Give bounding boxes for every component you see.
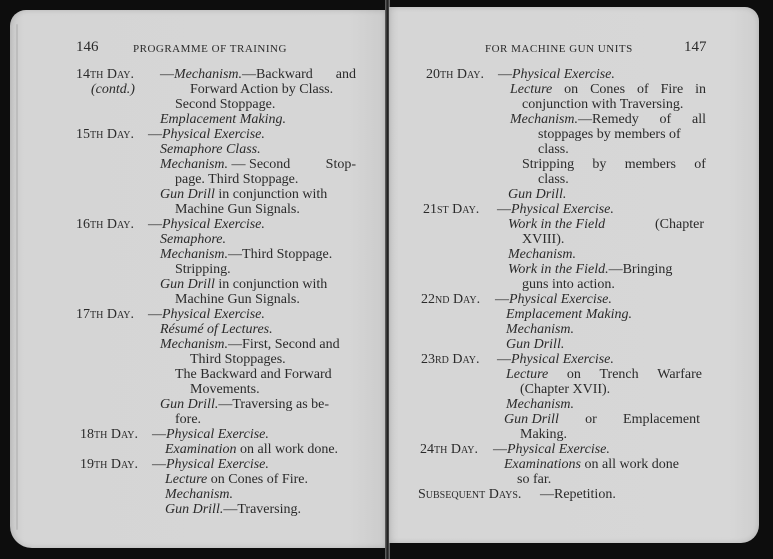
day-label: 21st Day. bbox=[423, 202, 480, 217]
schedule-line: (Chapter XVII). bbox=[520, 382, 611, 397]
schedule-line: Gun Drill or Emplacement bbox=[504, 412, 700, 427]
day-label: 17th Day. bbox=[76, 307, 134, 322]
schedule-line: Gun Drill. bbox=[508, 187, 567, 202]
day-label: 24th Day. bbox=[420, 442, 478, 457]
schedule-line: —Physical Exercise. bbox=[497, 352, 614, 367]
schedule-line: —Physical Exercise. bbox=[148, 127, 265, 142]
schedule-line: —Physical Exercise. bbox=[152, 457, 269, 472]
schedule-line: conjunction with Traversing. bbox=[522, 97, 684, 112]
schedule-line: —Repetition. bbox=[540, 487, 616, 502]
schedule-line: —Physical Exercise. bbox=[152, 427, 269, 442]
schedule-line: guns into action. bbox=[522, 277, 615, 292]
schedule-line: so far. bbox=[517, 472, 552, 487]
schedule-line: Résumé of Lectures. bbox=[160, 322, 273, 337]
schedule-line: Mechanism. bbox=[165, 487, 234, 502]
day-label: 23rd Day. bbox=[421, 352, 480, 367]
schedule-line: Semaphore. bbox=[160, 232, 226, 247]
day-label: Subsequent Days. bbox=[418, 487, 522, 502]
schedule-line: Gun Drill.—Traversing. bbox=[165, 502, 301, 517]
schedule-line: Work in the Field.—Bringing bbox=[508, 262, 673, 277]
schedule-line: Lecture on Cones of Fire. bbox=[165, 472, 308, 487]
schedule-line: Mechanism. bbox=[506, 322, 575, 337]
schedule-line: Mechanism. bbox=[508, 247, 577, 262]
schedule-line: class. bbox=[538, 142, 569, 157]
day-label: 18th Day. bbox=[80, 427, 138, 442]
schedule-line: Third Stoppages. bbox=[190, 352, 286, 367]
schedule-line: —Physical Exercise. bbox=[497, 202, 614, 217]
schedule-line: —Physical Exercise. bbox=[148, 217, 265, 232]
schedule-line: Mechanism.—Remedy of all bbox=[510, 112, 706, 127]
schedule-line: page. Third Stoppage. bbox=[175, 172, 299, 187]
schedule-line: Stripping by members of bbox=[522, 157, 706, 172]
schedule-line: Emplacement Making. bbox=[160, 112, 286, 127]
schedule-line: Second Stoppage. bbox=[175, 97, 276, 112]
page-number-right: 147 bbox=[684, 39, 707, 55]
schedule-line: —Physical Exercise. bbox=[148, 307, 265, 322]
schedule-line: —Physical Exercise. bbox=[493, 442, 610, 457]
running-head-left: PROGRAMME OF TRAINING bbox=[133, 43, 287, 55]
schedule-line: Lecture on Cones of Fire in bbox=[510, 82, 706, 97]
schedule-line: fore. bbox=[175, 412, 202, 427]
schedule-line: Mechanism. — Second Stop- bbox=[160, 157, 356, 172]
schedule-line: Examinations on all work done bbox=[504, 457, 679, 472]
schedule-line: Mechanism.—First, Second and bbox=[160, 337, 340, 352]
schedule-line: stoppages by members of bbox=[538, 127, 681, 142]
running-head-right: FOR MACHINE GUN UNITS bbox=[485, 43, 633, 55]
schedule-line: —Physical Exercise. bbox=[495, 292, 612, 307]
page-number-left: 146 bbox=[76, 39, 99, 55]
schedule-line: Gun Drill in conjunction with bbox=[160, 187, 328, 202]
schedule-line: class. bbox=[538, 172, 569, 187]
continued-note: (contd.) bbox=[91, 82, 135, 97]
schedule-line: Gun Drill in conjunction with bbox=[160, 277, 328, 292]
day-label: 16th Day. bbox=[76, 217, 134, 232]
schedule-line: Examination on all work done. bbox=[165, 442, 339, 457]
schedule-line: Machine Gun Signals. bbox=[175, 292, 300, 307]
schedule-line: —Mechanism.—Backward and bbox=[160, 67, 356, 82]
schedule-line: Stripping. bbox=[175, 262, 231, 277]
schedule-line: Work in the Field (Chapter bbox=[508, 217, 704, 232]
schedule-line: Mechanism.—Third Stoppage. bbox=[160, 247, 333, 262]
schedule-line: The Backward and Forward bbox=[175, 367, 332, 382]
day-label: 19th Day. bbox=[80, 457, 138, 472]
schedule-line: Emplacement Making. bbox=[506, 307, 632, 322]
schedule-line: Mechanism. bbox=[506, 397, 575, 412]
schedule-line: Gun Drill. bbox=[506, 337, 565, 352]
schedule-line: Machine Gun Signals. bbox=[175, 202, 300, 217]
schedule-line: Forward Action by Class. bbox=[190, 82, 334, 97]
day-label: 22nd Day. bbox=[421, 292, 481, 307]
schedule-line: —Physical Exercise. bbox=[498, 67, 615, 82]
schedule-line: Lecture on Trench Warfare bbox=[506, 367, 702, 382]
day-label: 15th Day. bbox=[76, 127, 134, 142]
schedule-line: Making. bbox=[520, 427, 568, 442]
day-label: 20th Day. bbox=[426, 67, 484, 82]
schedule-line: Semaphore Class. bbox=[160, 142, 261, 157]
day-label: 14th Day. bbox=[76, 67, 134, 82]
schedule-line: Gun Drill.—Traversing as be- bbox=[160, 397, 330, 412]
schedule-line: Movements. bbox=[190, 382, 260, 397]
schedule-line: XVIII). bbox=[522, 232, 565, 247]
